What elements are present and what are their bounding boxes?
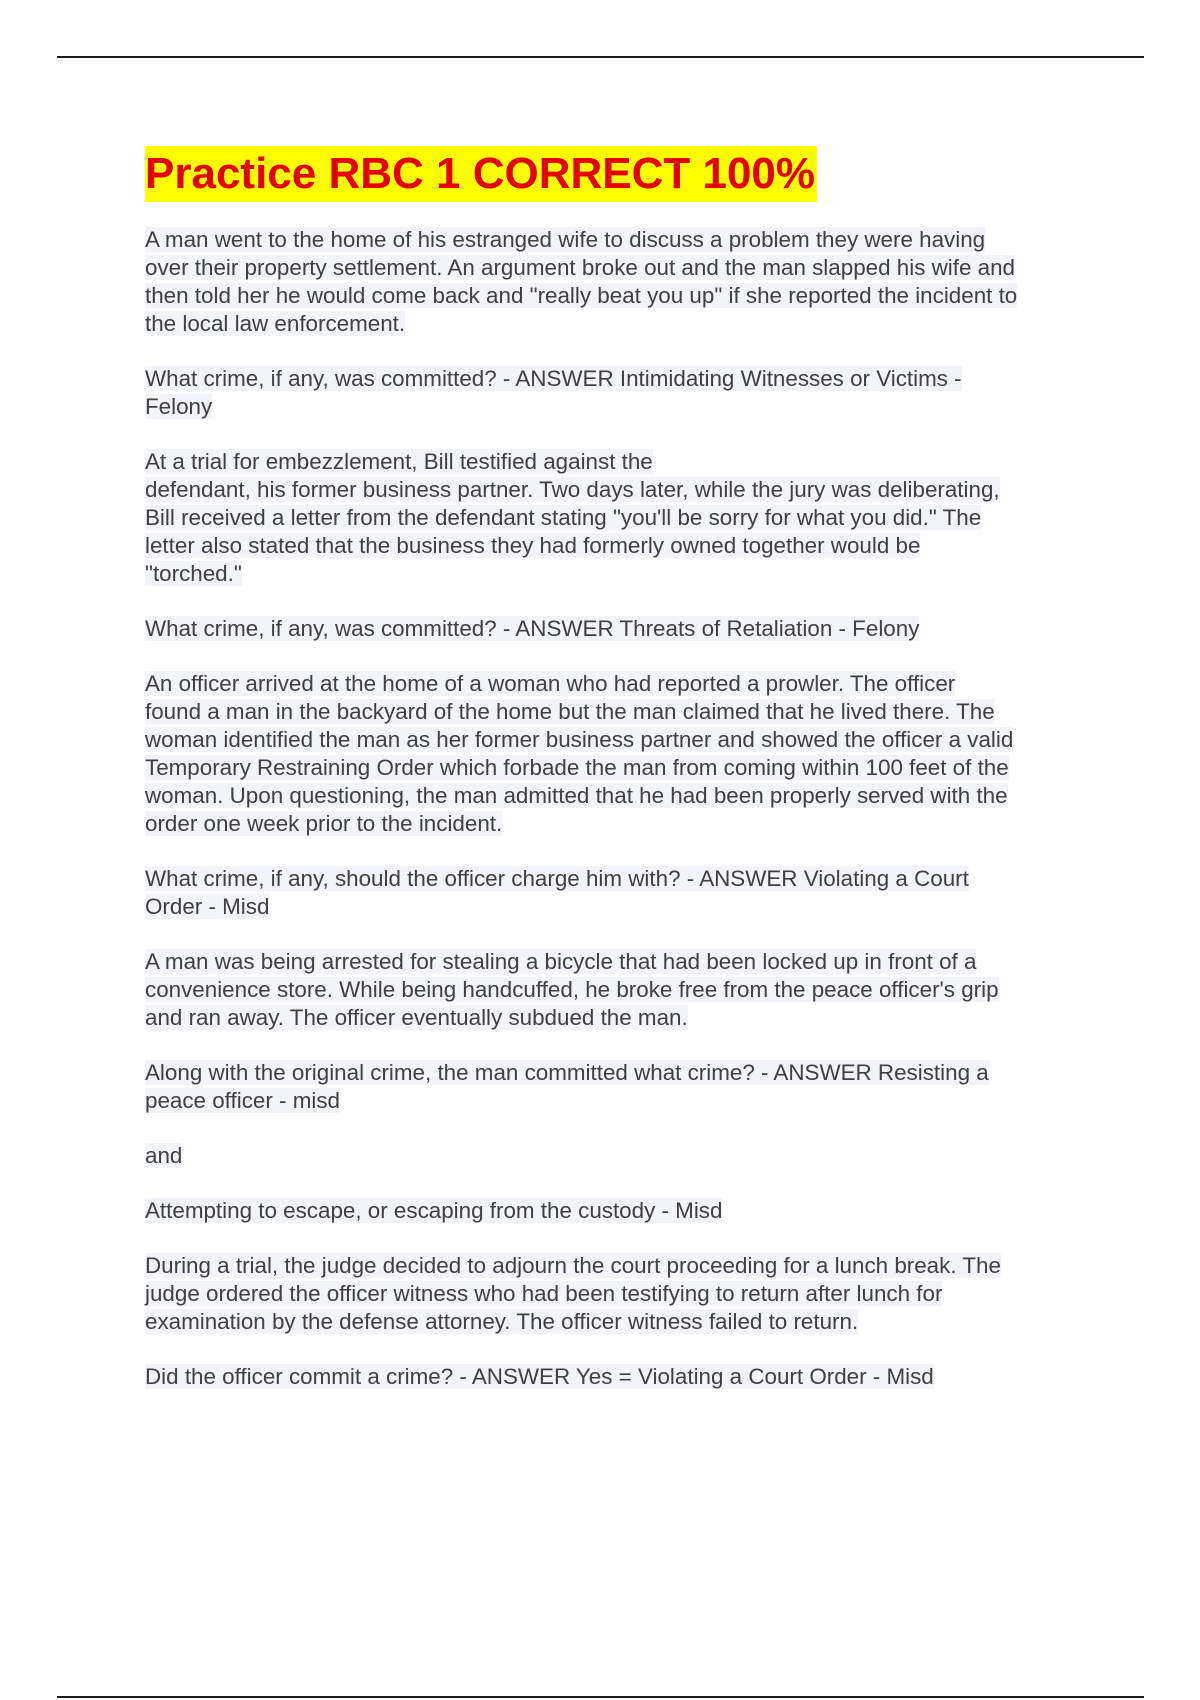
paragraph-scenario-5 [145,1252,1095,1336]
document-title: Practice RBC 1 CORRECT 100% [145,146,817,202]
paragraph-answer-2 [145,615,1095,643]
paragraph-and [145,1142,1095,1170]
page-bottom-rule [57,1696,1144,1698]
paragraph-text: At a trial for embezzlement, Bill testified against the defendant, his former business partner. Two days later, while the jury was deliberating, Bill received a letter from the defendant stating "you'll be sorry for what you did." The letter also stated that the business they had formerly owned together would be "torched." [145,449,1000,586]
paragraph-text: What crime, if any, was committed? - ANSWER Intimidating Witnesses or Victims - Felony [145,366,962,419]
paragraph-text: During a trial, the judge decided to adjourn the court proceeding for a lunch break. The judge ordered the officer witness who had been testifying to return after lunch for examination by the defense attorney. The officer witness failed to return. [145,1253,1001,1334]
paragraph-text: What crime, if any, was committed? - ANSWER Threats of Retaliation - Felony [145,616,920,641]
paragraph-answer-3 [145,865,1095,921]
paragraph-text: Attempting to escape, or escaping from the custody - Misd [145,1198,723,1223]
paragraph-scenario-2 [145,448,1095,588]
paragraph-text: An officer arrived at the home of a woman who had reported a prowler. The officer found a man in the backyard of the home but the man claimed that he lived there. The woman identified the man as her former business partner and showed the officer a valid Temporary Restraining Order which forbade the man from coming within 100 feet of the woman. Upon questioning, the man admitted that he had been properly served with the order one week prior to the incident. [145,671,1014,836]
page-top-rule [57,56,1144,58]
paragraph-answer-4b [145,1197,1095,1225]
paragraph-text: What crime, if any, should the officer charge him with? - ANSWER Violating a Court Order - Misd [145,866,969,919]
paragraph-text: and [145,1143,183,1168]
paragraph-scenario-3 [145,670,1095,838]
paragraph-answer-1 [145,365,1095,421]
paragraph-text: Did the officer commit a crime? - ANSWER Yes = Violating a Court Order - Misd [145,1364,934,1389]
paragraph-scenario-1 [145,226,1095,338]
document-body [145,146,1095,1418]
paragraph-text: A man was being arrested for stealing a bicycle that had been locked up in front of a convenience store. While being handcuffed, he broke free from the peace officer's grip and ran away. The officer eventually subdued the man. [145,949,999,1030]
paragraph-answer-5 [145,1363,1095,1391]
paragraph-answer-4 [145,1059,1095,1115]
paragraph-text: Along with the original crime, the man committed what crime? - ANSWER Resisting a peace officer - misd [145,1060,989,1113]
paragraph-text: A man went to the home of his estranged wife to discuss a problem they were having over their property settlement. An argument broke out and the man slapped his wife and then told her he would come back and "really beat you up" if she reported the incident to the local law enforcement. [145,227,1018,336]
paragraph-scenario-4 [145,948,1095,1032]
